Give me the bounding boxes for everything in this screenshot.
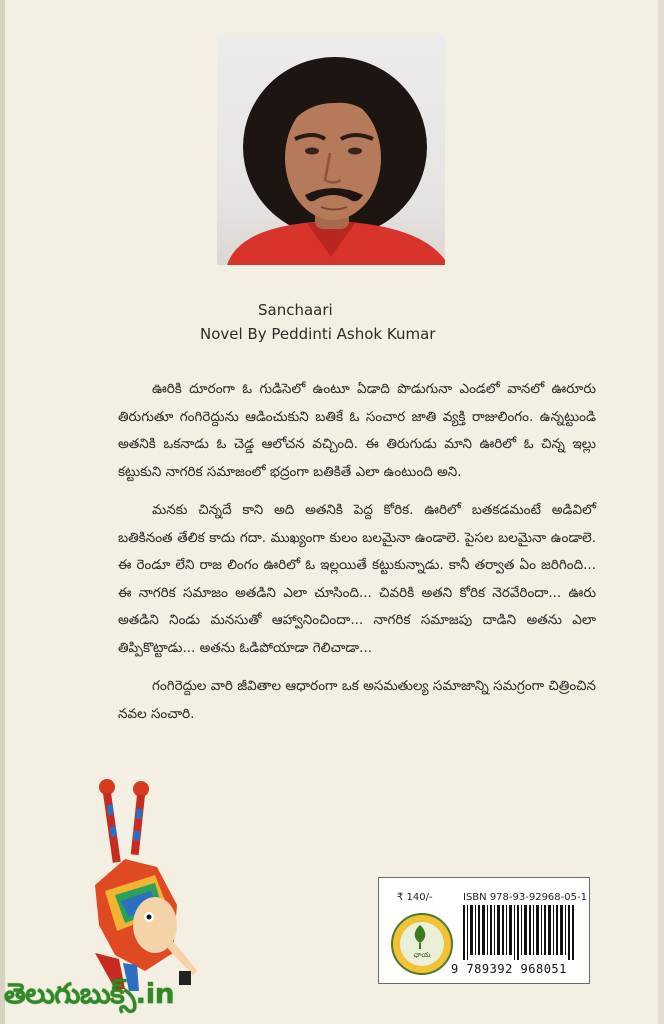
barcode-number: 9 789392 968051 [451,962,567,976]
gangireddu-illustration [85,775,205,995]
site-watermark: తెలుగుబుక్స్.in [4,977,175,1010]
page-edge-left [0,0,5,1024]
blurb-paragraph: మనకు చిన్నదే కాని అది అతనికి పెద్ద కోరిక. ఊరిలో బతకడమంటే అడివిలో బతికినంత తేలిక కాదు గదా. ముఖ్యంగా కులం బలమైనా ఉండాలె. పైసల బలమైనా ఉండాలె. ఈ రెండూ లేని రాజ లింగం ఊరిలో ఓ ఇల్లయితే కట్టుకున్నాడు. కానీ తర్వాత ఏం జరిగింది... ఈ నాగరిక సమాజం అతడిని ఎలా చూసింది... చివరికి అతని కోరిక నెరవేరిందా... ఊరు అతడిని నిండు మనసుతో ఆహ్వానించిందా... నాగరిక సమాజపు దాడిని అతను ఎలా తిప్పికొట్టాడు... అతను ఓడిపోయాడా గెలిచాడా... [118,502,596,656]
blurb-paragraph: ఊరికి దూరంగా ఓ గుడిసెలో ఉంటూ ఏడాది పొడుగునా ఎండలో వానలో ఊరూరు తిరుగుతూ గంగిరెద్దును ఆడించుకుని బతికే ఓ సంచార జాతి వ్యక్తి రాజులింగం. ఉన్నట్టుండి అతనికి ఒకనాడు ఓ చెడ్డ ఆలోచన వచ్చింది. ఈ తిరుగుడు మాని ఊరిలో ఓ చిన్న ఇల్లు కట్టుకుని నాగరిక సమాజంలో భద్రంగా బతికితే ఎలా ఉంటుంది అని. [118,381,596,480]
book-title: Sanchaari [258,301,333,319]
publisher-name: ఛాయ [413,951,431,959]
blurb-text [118,376,596,739]
book-title-block [200,298,500,346]
blurb-paragraph: గంగిరెద్దుల వారి జీవితాల ఆధారంగా ఒక అసమతుల్య సమాజాన్ని సమగ్రంగా చిత్రించిన నవల సంచారి. [118,678,596,722]
price-label: ₹ 140/- [397,892,433,903]
author-photo [217,35,445,265]
book-subtitle: Novel By Peddinti Ashok Kumar [200,325,436,343]
barcode-icon [463,905,575,960]
publisher-logo [391,913,453,975]
isbn-label: ISBN 978-93-92968-05-1 [463,892,587,903]
barcode-panel [378,877,590,984]
page-edge-right [658,0,664,1024]
